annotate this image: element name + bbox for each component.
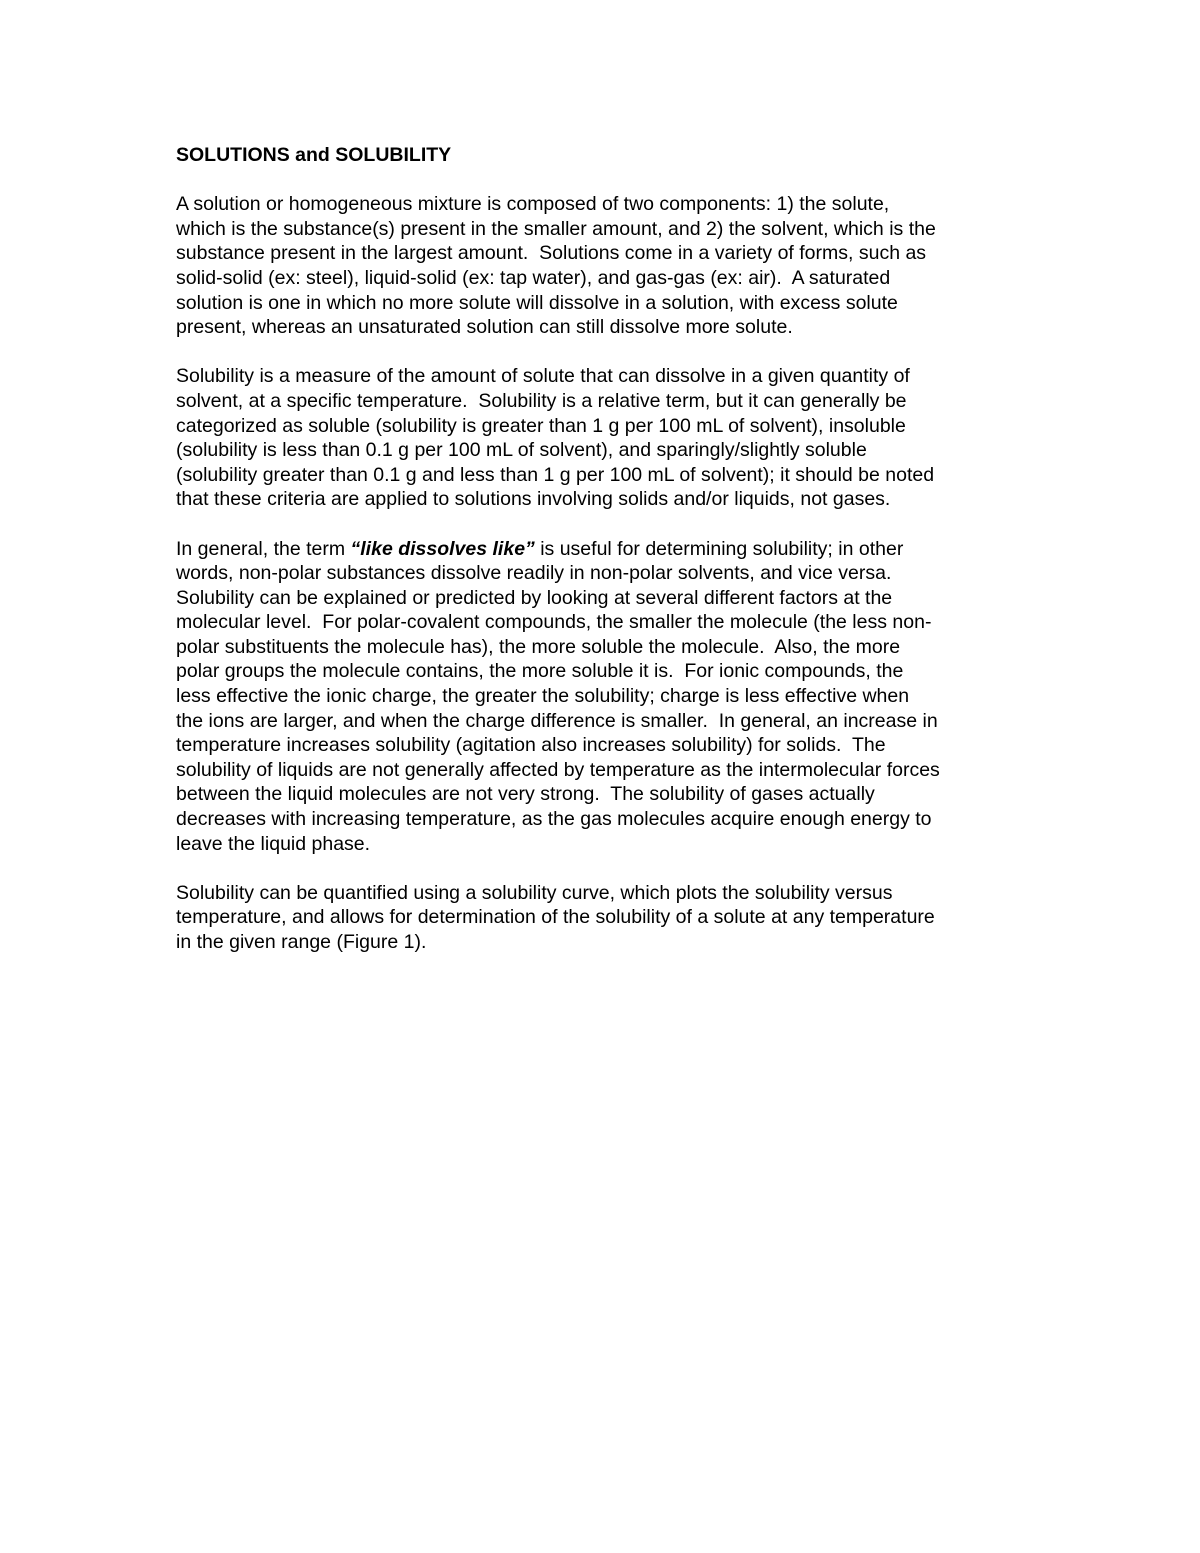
text-line: less effective the ionic charge, the greater the solubility; charge is less effective when [176,685,910,708]
text-line: polar substituents the molecule has), the more soluble the molecule. Also, the more [176,635,901,658]
text-line [176,537,1032,562]
text-line: solvent, at a specific temperature. Solubility is a relative term, but it can generally be [176,389,907,412]
text-line: words, non-polar substances dissolve readily in non-polar solvents, and vice versa. [176,562,892,585]
text-run: In general, the term [176,537,351,560]
text-line: molecular level. For polar-covalent compounds, the smaller the molecule (the less non- [176,611,932,634]
text-line: Solubility can be explained or predicted by looking at several different factors at the [176,586,893,609]
text-line: leave the liquid phase. [176,832,371,855]
paragraph-like-dissolves-like [176,537,1032,857]
paragraph-solubility-curve [176,881,1032,955]
emphasis-phrase: “like dissolves like” [350,537,535,560]
paragraph-solutions [176,192,1032,340]
document-body [176,143,1032,979]
text-line: solubility of liquids are not generally affected by temperature as the intermolecular forces [176,758,940,781]
text-line: that these criteria are applied to solutions involving solids and/or liquids, not gases. [176,488,891,511]
text-line: which is the substance(s) present in the smaller amount, and 2) the solvent, which is the [176,217,936,240]
text-line: (solubility is less than 0.1 g per 100 mL of solvent), and sparingly/slightly soluble [176,439,867,462]
text-run: is useful for determining solubility; in other [534,537,904,560]
paragraph-solubility-definition [176,364,1032,512]
text-line: A solution or homogeneous mixture is composed of two components: 1) the solute, [176,193,890,216]
text-line: decreases with increasing temperature, as the gas molecules acquire enough energy to [176,808,932,831]
text-line: present, whereas an unsaturated solution can still dissolve more solute. [176,316,793,339]
text-line: Solubility is a measure of the amount of solute that can dissolve in a given quantity of [176,365,910,388]
text-line: substance present in the largest amount. Solutions come in a variety of forms, such as [176,242,927,265]
text-line: categorized as soluble (solubility is greater than 1 g per 100 mL of solvent), insoluble [176,414,906,437]
text-line: solution is one in which no more solute will dissolve in a solution, with excess solute [176,291,898,314]
text-line: polar groups the molecule contains, the more soluble it is. For ionic compounds, the [176,660,904,683]
text-line: the ions are larger, and when the charge difference is smaller. In general, an increase in [176,709,938,732]
text-line: in the given range (Figure 1). [176,931,427,953]
text-line: temperature, and allows for determination of the solubility of a solute at any temperature [176,906,935,929]
text-line: solid-solid (ex: steel), liquid-solid (ex: tap water), and gas-gas (ex: air). A saturated [176,266,891,289]
text-line: (solubility greater than 0.1 g and less than 1 g per 100 mL of solvent); it should be noted [176,463,935,486]
text-line: Solubility can be quantified using a solubility curve, which plots the solubility versus [176,881,893,904]
text-line: between the liquid molecules are not very strong. The solubility of gases actually [176,783,875,806]
text-line: temperature increases solubility (agitation also increases solubility) for solids. The [176,734,886,757]
document-title: SOLUTIONS and SOLUBILITY [176,144,452,166]
